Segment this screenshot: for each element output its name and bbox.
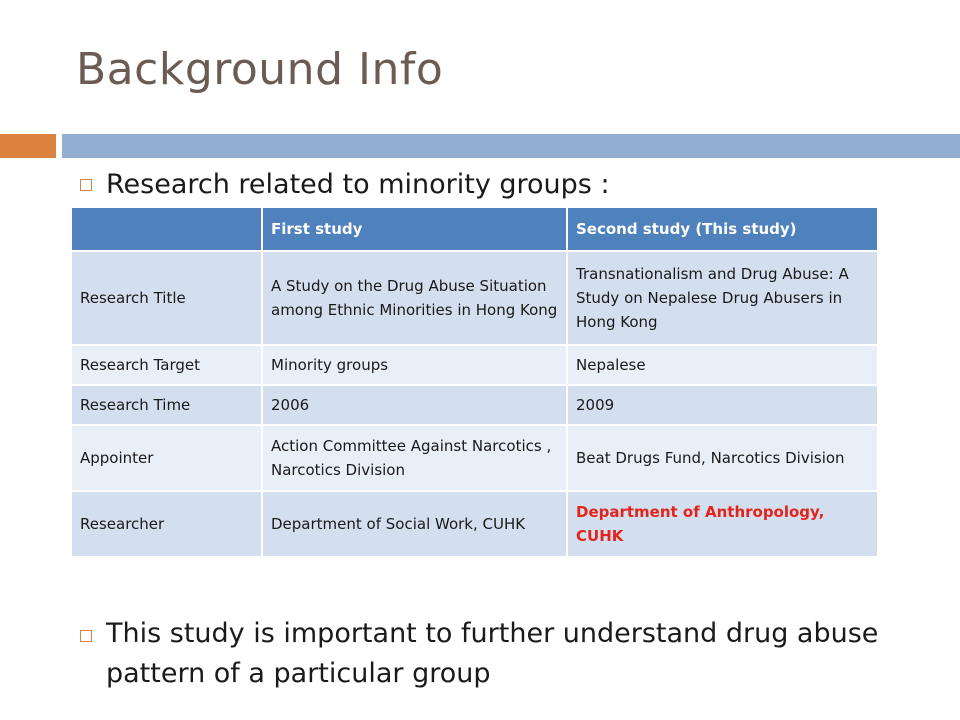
highlighted-cell: Department of Anthropology, CUHK [567,491,878,557]
bullet-text: This study is important to further understand drug abuse pattern of a particular group [106,618,879,689]
row-label: Researcher [72,491,262,557]
table-cell: Transnationalism and Drug Abuse: A Study on Nepalese Drug Abusers in Hong Kong [567,251,878,345]
table-cell: 2009 [567,385,878,425]
row-label: Research Time [72,385,262,425]
table-cell: Nepalese [567,345,878,385]
table-header-row [72,208,878,251]
header-cell-empty [72,208,262,251]
row-label: Research Title [72,251,262,345]
square-bullet-icon [80,630,92,642]
row-label: Appointer [72,425,262,491]
slide-title: Background Info [76,44,444,95]
header-cell-second-study: Second study (This study) [567,208,878,251]
square-bullet-icon [80,179,92,191]
table-row [72,345,878,385]
title-accent-bar-blue [62,134,960,158]
bullet-text: Research related to minority groups : [106,169,610,200]
table-row [72,251,878,345]
table-cell: Department of Social Work, CUHK [262,491,567,557]
table-row [72,385,878,425]
bullet-item [80,614,880,694]
bullet-item [80,165,610,205]
table-cell: Beat Drugs Fund, Narcotics Division [567,425,878,491]
title-accent-bar-orange [0,134,56,158]
header-cell-first-study: First study [262,208,567,251]
table-row [72,425,878,491]
table-cell: 2006 [262,385,567,425]
table-cell: A Study on the Drug Abuse Situation among Ethnic Minorities in Hong Kong [262,251,567,345]
study-comparison-table [72,208,879,558]
row-label: Research Target [72,345,262,385]
table-row [72,491,878,557]
table-cell: Minority groups [262,345,567,385]
table-cell: Action Committee Against Narcotics , Narcotics Division [262,425,567,491]
